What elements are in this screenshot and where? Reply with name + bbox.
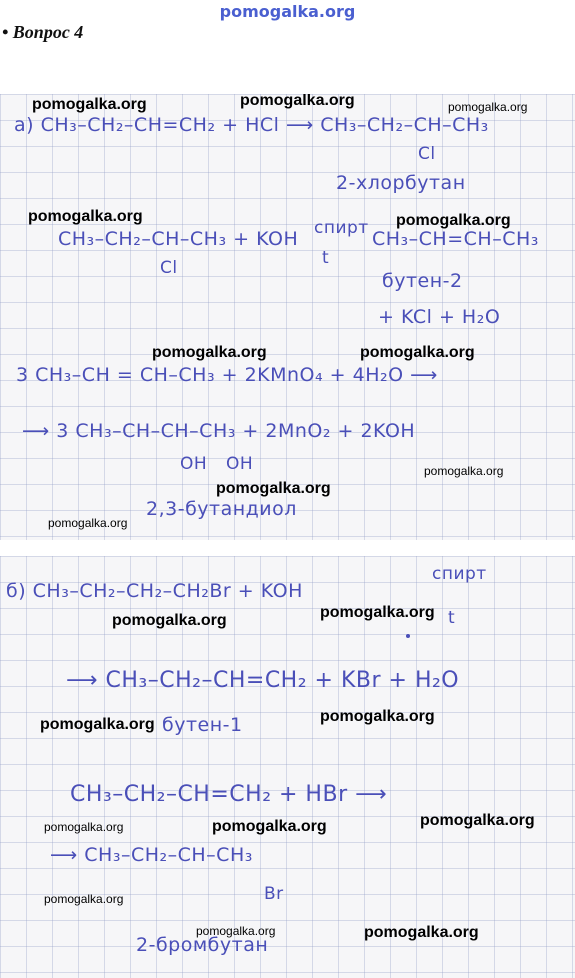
watermark: pomogalka.org xyxy=(48,516,128,530)
watermark: pomogalka.org xyxy=(40,716,155,733)
watermark: pomogalka.org xyxy=(448,100,528,114)
reaction-a3-products: ⟶ 3 CH₃–CH–CH–CH₃ + 2MnO₂ + 2KOH xyxy=(22,420,416,442)
watermark: pomogalka.org xyxy=(212,818,327,835)
site-header xyxy=(0,0,575,24)
handwritten-sheet-b xyxy=(0,556,575,978)
reaction-a1-product-name: 2-хлорбутан xyxy=(336,172,466,194)
reaction-a2-substituent: Cl xyxy=(160,258,178,278)
reaction-b2-reactants: CH₃–CH₂–CH=CH₂ + HBr ⟶ xyxy=(70,782,388,807)
reaction-a1-substituent: Cl xyxy=(418,144,436,164)
reaction-b1-condition: спирт xyxy=(432,564,487,584)
reaction-a2-reactants: CH₃–CH₂–CH–CH₃ + KOH xyxy=(58,228,299,250)
reaction-a1-equation: а) CH₃–CH₂–CH=CH₂ + HCl ⟶ CH₃–CH₂–CH–CH₃ xyxy=(14,114,489,136)
reaction-a2-condition-temp: t xyxy=(322,248,330,268)
reaction-a2-product: CH₃–CH=CH–CH₃ xyxy=(372,228,539,250)
watermark: pomogalka.org xyxy=(152,344,267,361)
reaction-a2-byproducts: + KCl + H₂O xyxy=(378,306,501,328)
watermark: pomogalka.org xyxy=(32,96,147,113)
watermark: pomogalka.org xyxy=(196,924,276,938)
reaction-a3-hydroxyl-1: OH xyxy=(180,454,208,474)
reaction-b1-products: ⟶ CH₃–CH₂–CH=CH₂ + KBr + H₂O xyxy=(66,668,460,693)
watermark: pomogalka.org xyxy=(420,812,535,829)
watermark: pomogalka.org xyxy=(44,892,124,906)
reaction-b1-product-name: бутен-1 xyxy=(162,714,243,736)
reaction-b1-reactants: б) CH₃–CH₂–CH₂–CH₂Br + KOH xyxy=(6,580,303,602)
watermark: pomogalka.org xyxy=(424,464,504,478)
reaction-a2-product-name: бутен-2 xyxy=(382,270,463,292)
watermark: pomogalka.org xyxy=(320,708,435,725)
watermark: pomogalka.org xyxy=(44,820,124,834)
reaction-a2-condition: спирт xyxy=(314,218,369,238)
site-logo-link[interactable]: pomogalka.org xyxy=(219,2,356,21)
reaction-b1-condition-temp: t xyxy=(448,608,456,628)
watermark: pomogalka.org xyxy=(112,612,227,629)
reaction-b2-product-name: 2-бромбутан xyxy=(136,934,269,956)
reaction-a3-hydroxyl-2: OH xyxy=(226,454,254,474)
reaction-a3-product-name: 2,3-бутандиол xyxy=(146,498,297,520)
watermark: pomogalka.org xyxy=(28,208,143,225)
reaction-a3-equation: 3 CH₃–CH = CH–CH₃ + 2KMnO₄ + 4H₂O ⟶ xyxy=(16,364,438,386)
watermark: pomogalka.org xyxy=(396,212,511,229)
reaction-b2-substituent: Br xyxy=(264,884,284,904)
watermark: pomogalka.org xyxy=(364,924,479,941)
handwritten-sheet-a xyxy=(0,94,575,540)
watermark: pomogalka.org xyxy=(320,604,435,621)
reaction-b2-product: ⟶ CH₃–CH₂–CH–CH₃ xyxy=(50,844,253,866)
watermark: pomogalka.org xyxy=(360,344,475,361)
question-title: • Вопрос 4 xyxy=(2,22,84,42)
watermark: pomogalka.org xyxy=(216,480,331,497)
ink-dot xyxy=(406,634,410,638)
watermark: pomogalka.org xyxy=(240,94,355,109)
